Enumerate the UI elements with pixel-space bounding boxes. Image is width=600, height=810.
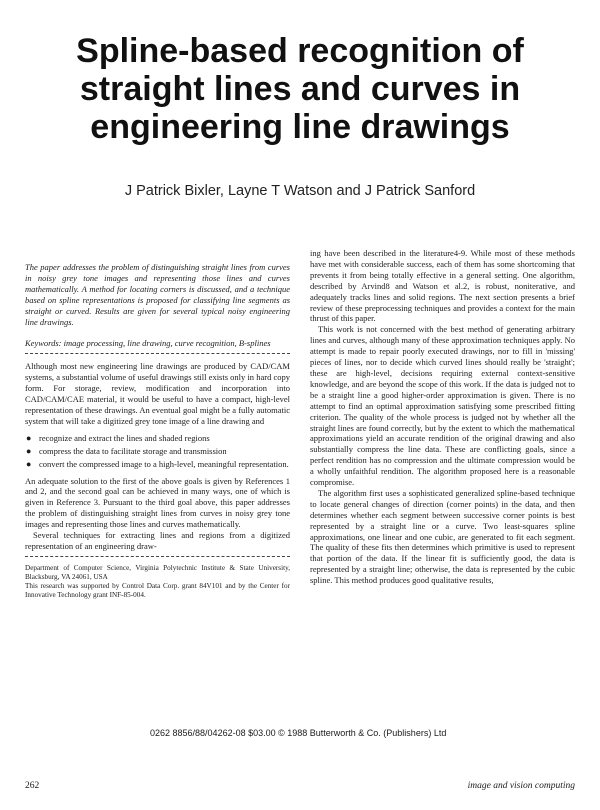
list-item-text: convert the compressed image to a high-level, meaningful representation. [39,458,289,469]
body-paragraph-3: The algorithm first uses a sophisticated generalized spline-based technique to locate general changes of direction (corner points) in the data, and then determines whether each segment between successive corner points is best represented by a straight line or a curve. Two least-squares spline approximations, one linear and one cubic, are generated to fit each segment. The quality of these fits then determines which primitive is used to represent that portion of the data. If the linear fit is sufficiently good, the data is represented by a straight line; otherwise, the data is represented by the cubic spline. This method produces good qualitative results, [310,487,575,586]
bullet-icon: ● [26,432,32,443]
list-item [25,446,290,457]
affiliation-note: Department of Computer Science, Virginia Polytechnic Institute & State University, Blacksburg, VA 24061, USA [25,563,290,581]
footnote-divider [25,556,290,557]
keywords: Keywords: image processing, line drawing, curve recognition, B-splines [25,338,271,349]
authors-line: J Patrick Bixler, Layne T Watson and J Patrick Sanford [124,183,476,199]
intro-paragraph-2: An adequate solution to the first of the above goals is given by References 1 and 2, and the second goal can be achieved in many ways, one of which is given in Reference 3. Pursuant to the third goal above, this paper addresses the problem of distinguishing straight lines from curves in noisy grey tone images and representing those lines and curves mathematically. [25,475,290,530]
list-item [25,459,290,470]
left-column [25,248,290,600]
body-paragraph-1: ing have been described in the literature4-9. While most of these methods have met with considerable success, each of them has some shortcoming that prevents it from being totally effective in a general setting. One algorithm, described by Arvind8 and Watson et al.2, is robust, noniterative, and adequately tracks lines and solid regions. The next section presents a brief review of these preprocessing techniques and provides a context for the main thrust of this paper. [310,248,575,324]
copyright-code: 0262 8856/88/04262-08 $03.00 © 1988 Butterworth & Co. (Publishers) Ltd [150,728,447,738]
abstract: The paper addresses the problem of distinguishing straight lines from curves in noisy grey tone images and representing those lines and curves mathematically. A method for locating corners is discussed, and a technique based on spline representations is proposed for classifying line segments as straight or curved. Results are given for several typical noisy engineering line drawings. [25,262,290,327]
bullet-icon: ● [26,458,32,469]
intro-paragraph-1: Although most new engineering line drawings are produced by CAD/CAM systems, a substantial volume of useful drawings still exists only in hard copy form. For storage, review, modification and incorporation into CAD/CAM/CAE material, it would be useful to have a compact, high-level representation of these drawings. An eventual goal might be a fully automatic system that will take a digitized grey tone image of a line drawing and [25,361,290,426]
journal-name: image and vision computing [467,781,575,791]
section-divider [25,353,290,354]
bullet-icon: ● [26,445,32,456]
goals-list [25,433,290,470]
body-paragraph-2: This work is not concerned with the best method of generating arbitrary lines and curves, although many of these approximation techniques apply. No attempt is made to repair poorly executed drawings, nor to fill in 'missing' pieces of lines, nor to decide which curved lines should really be 'straight'; these are high-level, decisions requiring external context-sensitive knowledge, and are beyond the scope of this work. If the data is judged not to be a straight line a good higher-order approximation is given. There is no attempt to find an optimal approximation satisfying some prescribed fitting criterion. The quality of the whole process is judged not by whether all the straight lines are found correctly, but by the extent to which the mathematical approximations yield an accurate rendition of the original drawing and also substantially compress the line data. These are conflicting goals, since a perfect rendition has no compression and the ultimate compression would be a wholly unfaithful rendition. The algorithm proposed here is a reasonable compromise. [310,324,575,488]
right-column [310,248,575,586]
page-number: 262 [25,781,40,791]
intro-paragraph-3: Several techniques for extracting lines and regions from a digitized representation of an engineering draw- [25,530,290,551]
paper-title: Spline-based recognition of straight lines and curves in engineering line drawings [76,32,524,146]
list-item-text: recognize and extract the lines and shaded regions [39,432,210,443]
list-item [25,433,290,444]
support-note: This research was supported by Control Data Corp. grant 84V101 and by the Center for Innovative Technology grant INF-85-004. [25,581,290,599]
list-item-text: compress the data to facilitate storage and transmission [39,445,227,456]
